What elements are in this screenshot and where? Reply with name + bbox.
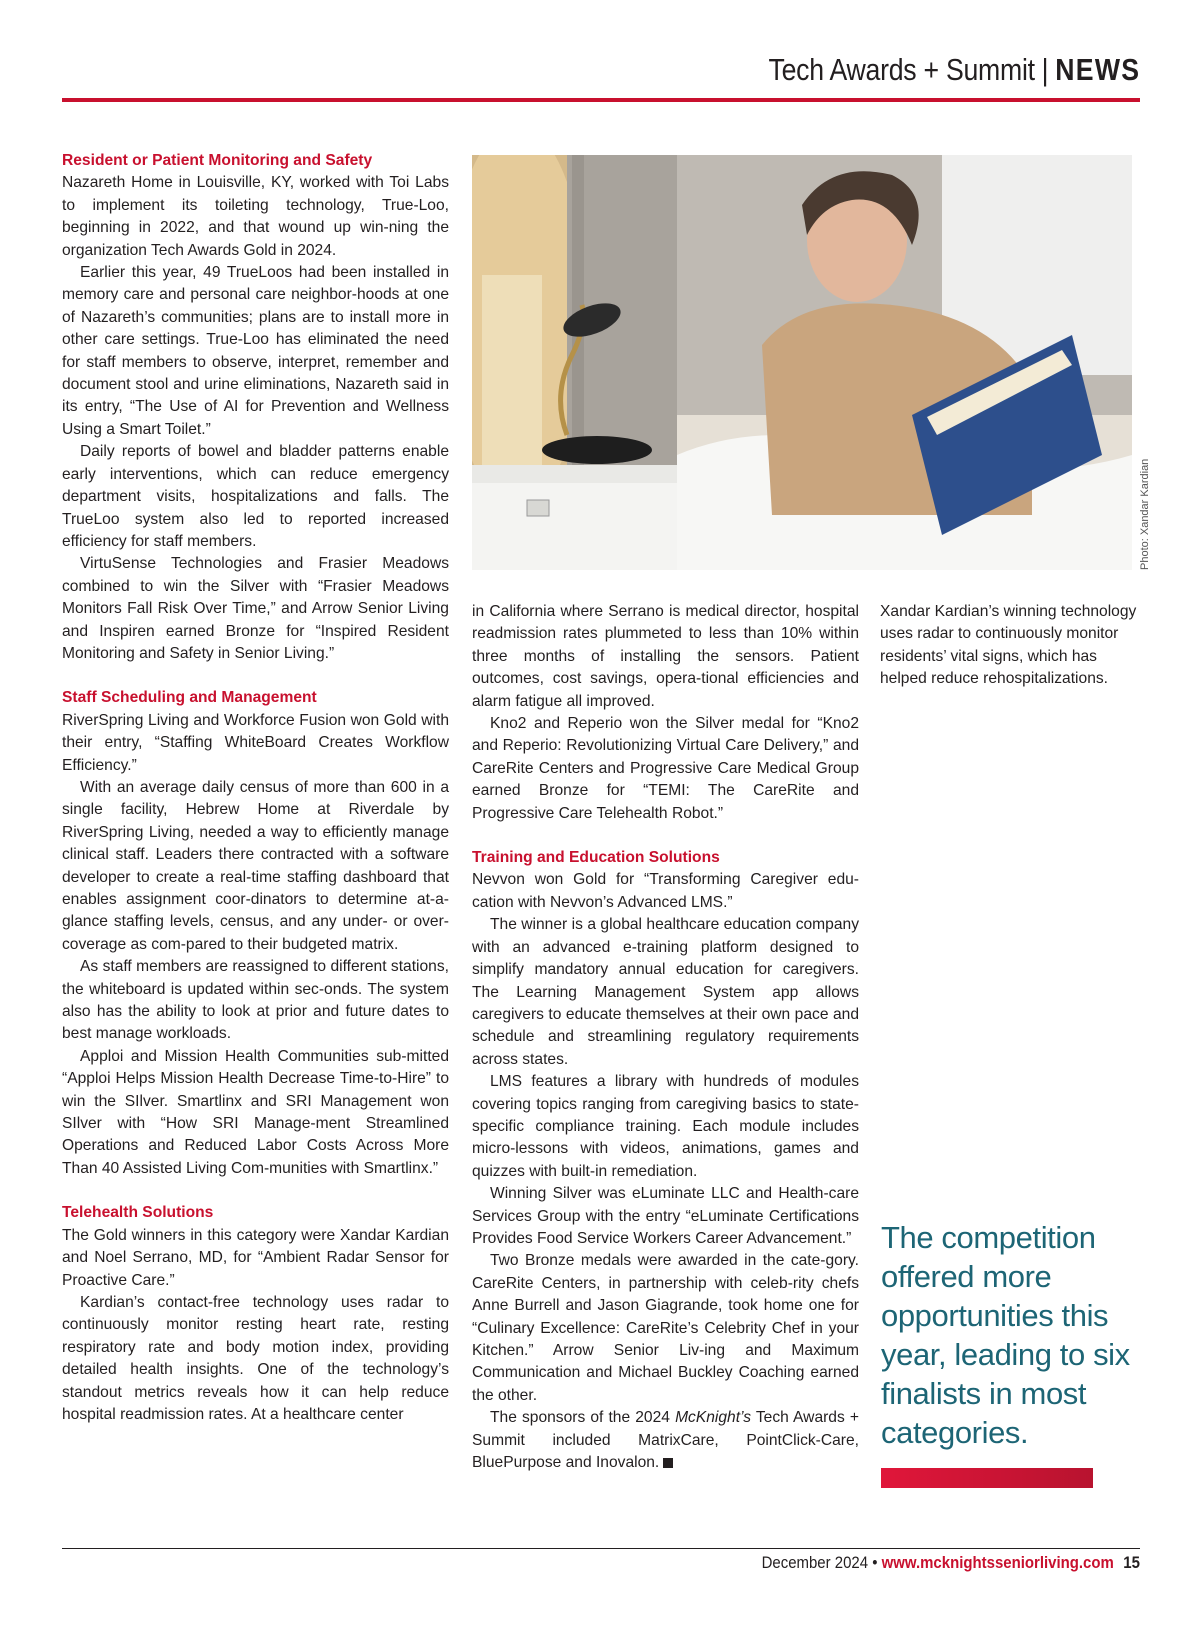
pull-quote-bar <box>881 1468 1093 1488</box>
footer-date: December 2024 <box>761 1553 869 1572</box>
paragraph: in California where Serrano is medical director, hospital readmission rates plummeted to less than 10% within three months of installing the sensors. Patient outcomes, cost savings, opera-tional efficiencies and alarm fatigue all improved. <box>472 603 859 710</box>
paragraph: Earlier this year, 49 TrueLoos had been installed in memory care and personal care neighbor-hoods at one of Nazareth’s communities; plans are to install more in other care settings. True-Loo has eliminated the need for staff members to observe, interpret, remember and document stool and urine eliminations, Nazareth said in its entry, “The Use of AI for Prevention and Wellness Using a Smart Toilet.” <box>62 264 449 438</box>
section-heading-training: Training and Education Solutions <box>472 849 720 867</box>
page-footer <box>762 1553 1140 1573</box>
section-heading-telehealth: Telehealth Solutions <box>62 1204 214 1222</box>
footer-bullet: • <box>872 1553 878 1572</box>
paragraph: LMS features a library with hundreds of modules covering topics ranging from caregiving basics to state-specific compliance training. Each module includes micro-lessons with videos, animations, games and quizzes with built-in remediation. <box>472 1073 859 1180</box>
paragraph: The winner is a global healthcare education company with an advanced e-training platform designed to simplify mandatory annual education for caregivers. The Learning Management System app allows caregivers to educate themselves at their own pace and schedule and streamlining regulatory requirements across states. <box>472 916 859 1068</box>
article-photo <box>472 155 1132 570</box>
photo-illustration <box>472 155 1132 570</box>
paragraph: Nevvon won Gold for “Transforming Caregiver edu-cation with Nevvon’s Advanced LMS.” <box>472 871 859 911</box>
paragraph-text: The sponsors of the 2024 <box>490 1409 676 1427</box>
article-column-1 <box>62 150 449 1426</box>
header-title: Tech Awards + Summit <box>768 52 1035 87</box>
photo-credit: Photo: Xandar Kardian <box>1139 458 1151 570</box>
paragraph-text: Tech Awards + Summit included MatrixCare, PointClick-Care, BluePurpose and Inovalon. <box>472 1409 859 1472</box>
paragraph: Apploi and Mission Health Communities sub-mitted “Apploi Helps Mission Health Decrease Time-to-Hire” to win the SIlver. Smartlinx and SRI Management won SIlver with “How SRI Manage-ment Streamlined Operations and Reduced Labor Costs Across More Than 40 Assisted Living Com-munities with Smartlinx.” <box>62 1047 449 1177</box>
section-heading-scheduling: Staff Scheduling and Management <box>62 689 317 707</box>
header-section: NEWS <box>1054 52 1140 87</box>
paragraph: With an average daily census of more than 600 in a single facility, Hebrew Home at Riverdale by RiverSpring Living, needed a way to efficiently manage clinical staff. Leaders there contracted with a software developer to create a real-time staffing dashboard that enables assignment coor-dinators to determine at-a-glance staffing levels, census, and any under- or over-coverage as com-pared to their budgeted matrix. <box>62 778 449 953</box>
paragraph: Two Bronze medals were awarded in the cate-gory. CareRite Centers, in partnership with celeb-rity chefs Anne Burrell and Jason Giagrande, took home one for “Culinary Excellence: CareRite’s Celebrity Chef in your Kitchen.” Arrow Senior Liv-ing and Maximum Communication and Michael Buckley Coaching earned the other. <box>472 1252 859 1404</box>
footer-rule <box>62 1548 1140 1549</box>
pull-quote: The competition offered more opportunities this year, leading to six finalists in most categories. <box>881 1220 1130 1450</box>
paragraph: Kardian’s contact-free technology uses radar to continuously monitor resting heart rate, resting respiratory rate and body motion index, providing detailed health insights. One of the technology’s standout metrics reveals how it can help reduce hospital readmission rates. At a healthcare center <box>62 1293 449 1423</box>
footer-url[interactable]: www.mcknightsseniorliving.com <box>881 1553 1114 1572</box>
page-number: 15 <box>1123 1553 1140 1572</box>
section-heading-monitoring: Resident or Patient Monitoring and Safety <box>62 152 373 169</box>
article-column-2 <box>472 601 859 1474</box>
paragraph: RiverSpring Living and Workforce Fusion won Gold with their entry, “Staffing WhiteBoard Creates Workflow Efficiency.” <box>62 711 449 774</box>
paragraph: Daily reports of bowel and bladder patterns enable early interventions, which can reduce emergency department visits, hospitalizations and falls. The TrueLoo system also led to reported increased efficiency for staff members. <box>62 443 449 550</box>
photo-caption: Xandar Kardian’s winning technology uses radar to continuously monitor residents’ vital signs, which has helped reduce rehospitalizations. <box>880 603 1137 688</box>
header-separator: | <box>1041 52 1048 87</box>
paragraph-final <box>472 1407 859 1474</box>
paragraph: Nazareth Home in Louisville, KY, worked with Toi Labs to implement its toileting technology, True-Loo, beginning in 2022, and that wound up win-ning the organization Tech Awards Gold in 2024. <box>62 174 449 259</box>
publication-name: McKnight’s <box>675 1409 752 1427</box>
end-mark-icon <box>663 1458 673 1468</box>
paragraph: As staff members are reassigned to different stations, the whiteboard is updated within sec-onds. The system also has the ability to look at prior and future dates to best manage workloads. <box>62 958 449 1043</box>
paragraph: The Gold winners in this category were Xandar Kardian and Noel Serrano, MD, for “Ambient Radar Sensor for Proactive Care.” <box>62 1226 449 1289</box>
paragraph: VirtuSense Technologies and Frasier Meadows combined to win the Silver with “Frasier Meadows Monitors Fall Risk Over Time,” and Arrow Senior Living and Inspiren earned Bronze for “Inspired Resident Monitoring and Safety in Senior Living.” <box>62 555 449 662</box>
photo-caption-column <box>880 601 1140 691</box>
header-rule <box>62 98 1140 102</box>
running-header <box>768 52 1140 88</box>
paragraph: Winning Silver was eLuminate LLC and Health-care Services Group with the entry “eLuminate Certifications Provides Food Service Workers Career Advancement.” <box>472 1185 859 1247</box>
paragraph: Kno2 and Reperio won the Silver medal for “Kno2 and Reperio: Revolutionizing Virtual Care Delivery,” and CareRite Centers and Progressive Care Medical Group earned Bronze for “TEMI: The CareRite and Progressive Care Telehealth Robot.” <box>472 715 859 822</box>
